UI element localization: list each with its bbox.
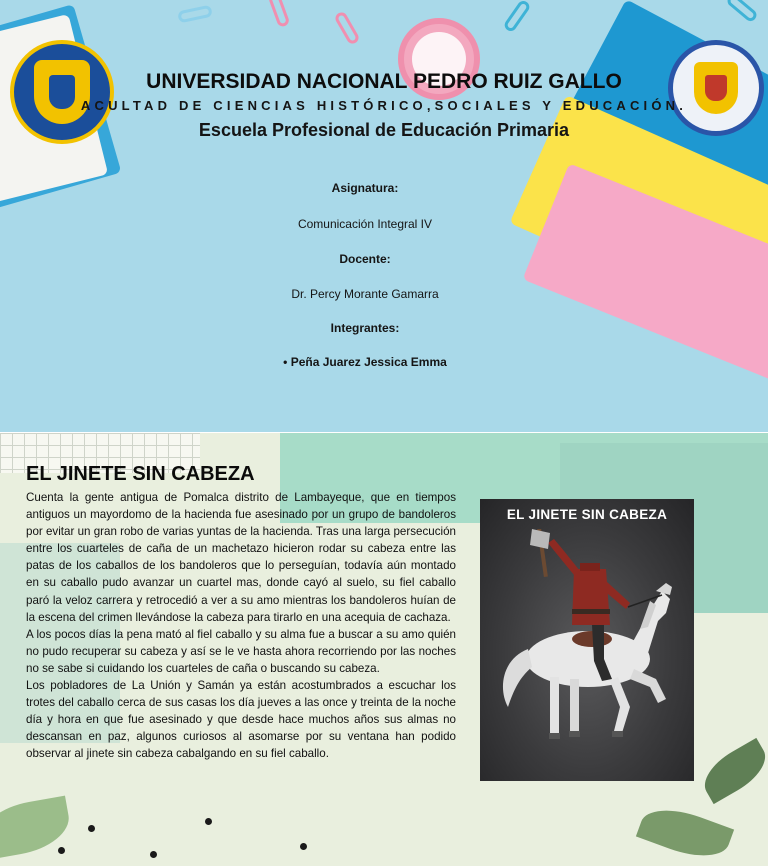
school-name: Escuela Profesional de Educación Primaria (198, 120, 570, 140)
teacher-value: Dr. Percy Morante Gamarra (291, 287, 439, 301)
subject-value: Comunicación Integral IV (297, 217, 433, 231)
story-paragraph: Cuenta la gente antigua de Pomalca distrito de Lambayeque, que en tiempos antiguos un mayordomo de la hacienda fue asesinado por un grupo de bandoleros por evitar un gran robo de varias yuntas de la hacienda. Tras una larga persecución entre los cuarteles de caña de un machetazo hicieron rodar su cabeza entre las patas de los caballos de los bandoleros que lo perseguían, todavía aún montado en su caballo pudo avanzar un cuartel mas, donde cayó al suelo, su fiel caballo paró la veloz carrera y retrocedió a ver a su amo mientras los bandoleros huían de la escena del crimen llevándose la cabeza para tirarlo en una acequia de cachaza. (26, 491, 456, 624)
member-item: • Peña Juarez Jessica Emma (283, 355, 447, 369)
story-poster (480, 499, 694, 781)
ink-dot (205, 818, 212, 825)
ink-dot (300, 843, 307, 850)
paperclip-icon (177, 5, 213, 24)
faculty-name: ACULTAD DE CIENCIAS HISTÓRICO,SOCIALES Y EDUCACIÓN. (80, 98, 688, 113)
members-label: Integrantes: (330, 321, 400, 335)
story-slide (0, 433, 768, 866)
paperclip-icon (333, 10, 360, 45)
leaf-decoration (696, 738, 768, 804)
paperclip-icon (268, 0, 291, 28)
cover-slide (0, 0, 768, 432)
story-body (26, 489, 456, 763)
paperclip-icon (725, 0, 759, 24)
university-name: UNIVERSIDAD NACIONAL PEDRO RUIZ GALLO (146, 70, 622, 93)
teacher-label: Docente: (339, 252, 391, 266)
leaf-decoration (636, 799, 734, 866)
story-paragraph: A los pocos días la pena mató al fiel caballo y su alma fue a buscar a su amo quién no pudo recuperar su cabeza y así se le ve hasta ahora recorriendo por las noches no se sabe si cuidando los cuarteles de caña o buscando su cabeza. (26, 627, 456, 675)
paperclip-icon (502, 0, 531, 33)
poster-title: EL JINETE SIN CABEZA (506, 507, 668, 522)
story-paragraph: Los pobladores de La Unión y Samán ya están acostumbrados a escuchar los trotes del caballo cerca de sus casas los día jueves a las once y treinta de la noche día y hora en que fue asesinado y que desde hace muchos años sus almas no descansan en paz, algunos curiosos al asomarse por su ventana han podido observar al jinete sin cabeza cabalgando en su fiel caballo. (26, 679, 456, 761)
story-title: EL JINETE SIN CABEZA (26, 463, 255, 485)
ink-dot (88, 825, 95, 832)
ink-dot (58, 847, 65, 854)
subject-label: Asignatura: (331, 181, 399, 195)
headless-horseman-illustration (480, 529, 694, 781)
ink-dot (150, 851, 157, 858)
